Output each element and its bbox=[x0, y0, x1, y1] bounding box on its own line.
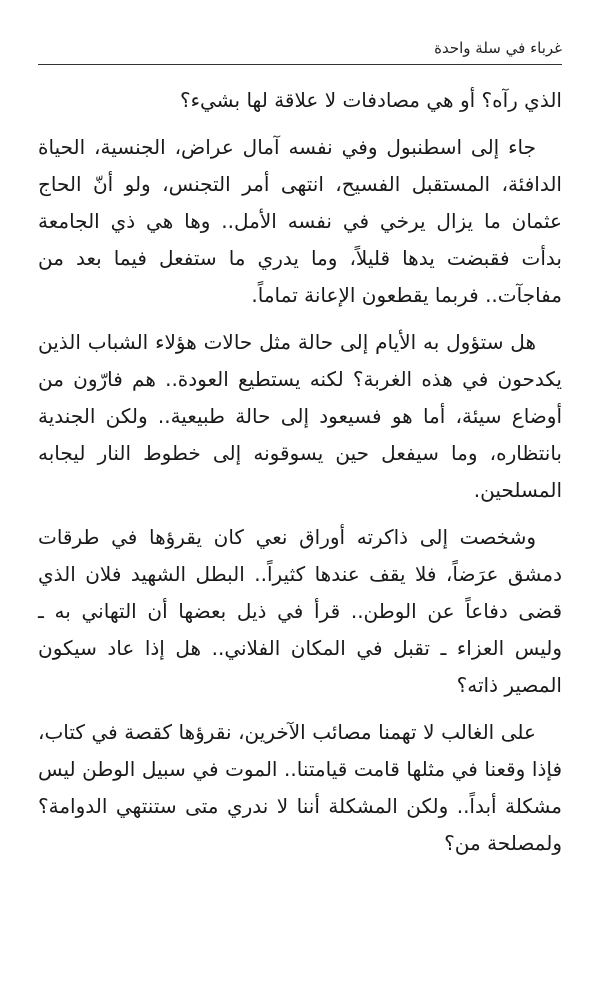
body-text bbox=[38, 82, 562, 872]
paragraph-2: جاء إلى اسطنبول وفي نفسه آمال عراض، الجنسية، الحياة الدافئة، المستقبل الفسيح، انتهى أمر التجنس، ولو أنّ الحاج عثمان ما يزال يرخي في نفسه الأمل.. وها هي ذي الجامعة بدأت فقبضت يدها قليلاً، وما يدري ما ستفعل فيما بعد من مفاجآت.. فربما يقطعون الإعانة تماماً. bbox=[38, 135, 562, 307]
running-header bbox=[38, 38, 562, 65]
paragraph-3: هل ستؤول به الأيام إلى حالة مثل حالات هؤلاء الشباب الذين يكدحون في هذه الغربة؟ لكنه يستطيع العودة.. هم فارّون من أوضاع سيئة، أما هو فسيعود إلى حالة طبيعية.. ولكن الجندية بانتظاره، وما سيفعل حين يسوقونه إلى خطوط النار ليجابه المسلحين. bbox=[38, 330, 562, 502]
running-title: غرباء في سلة واحدة bbox=[434, 39, 562, 57]
paragraph-1: الذي رآه؟ أو هي مصادفات لا علاقة لها بشيء؟ bbox=[179, 88, 562, 112]
paragraph-5: على الغالب لا تهمنا مصائب الآخرين، نقرؤها كقصة في كتاب، فإذا وقعنا في مثلها قامت قيامتنا.. الموت في سبيل الوطن ليس مشكلة أبداً.. ولكن المشكلة أننا لا ندري متى ستنتهي الدوامة؟ ولمصلحة من؟ bbox=[38, 720, 562, 855]
paragraph-4: وشخصت إلى ذاكرته أوراق نعي كان يقرؤها في طرقات دمشق عرَضاً، فلا يقف عندها كثيراً.. البطل الشهيد فلان الذي قضى دفاعاً عن الوطن.. قرأ في ذيل بعضها أن التهاني به ـ وليس العزاء ـ تقبل في المكان الفلاني.. هل إذا عاد سيكون المصير ذاته؟ bbox=[38, 525, 562, 697]
